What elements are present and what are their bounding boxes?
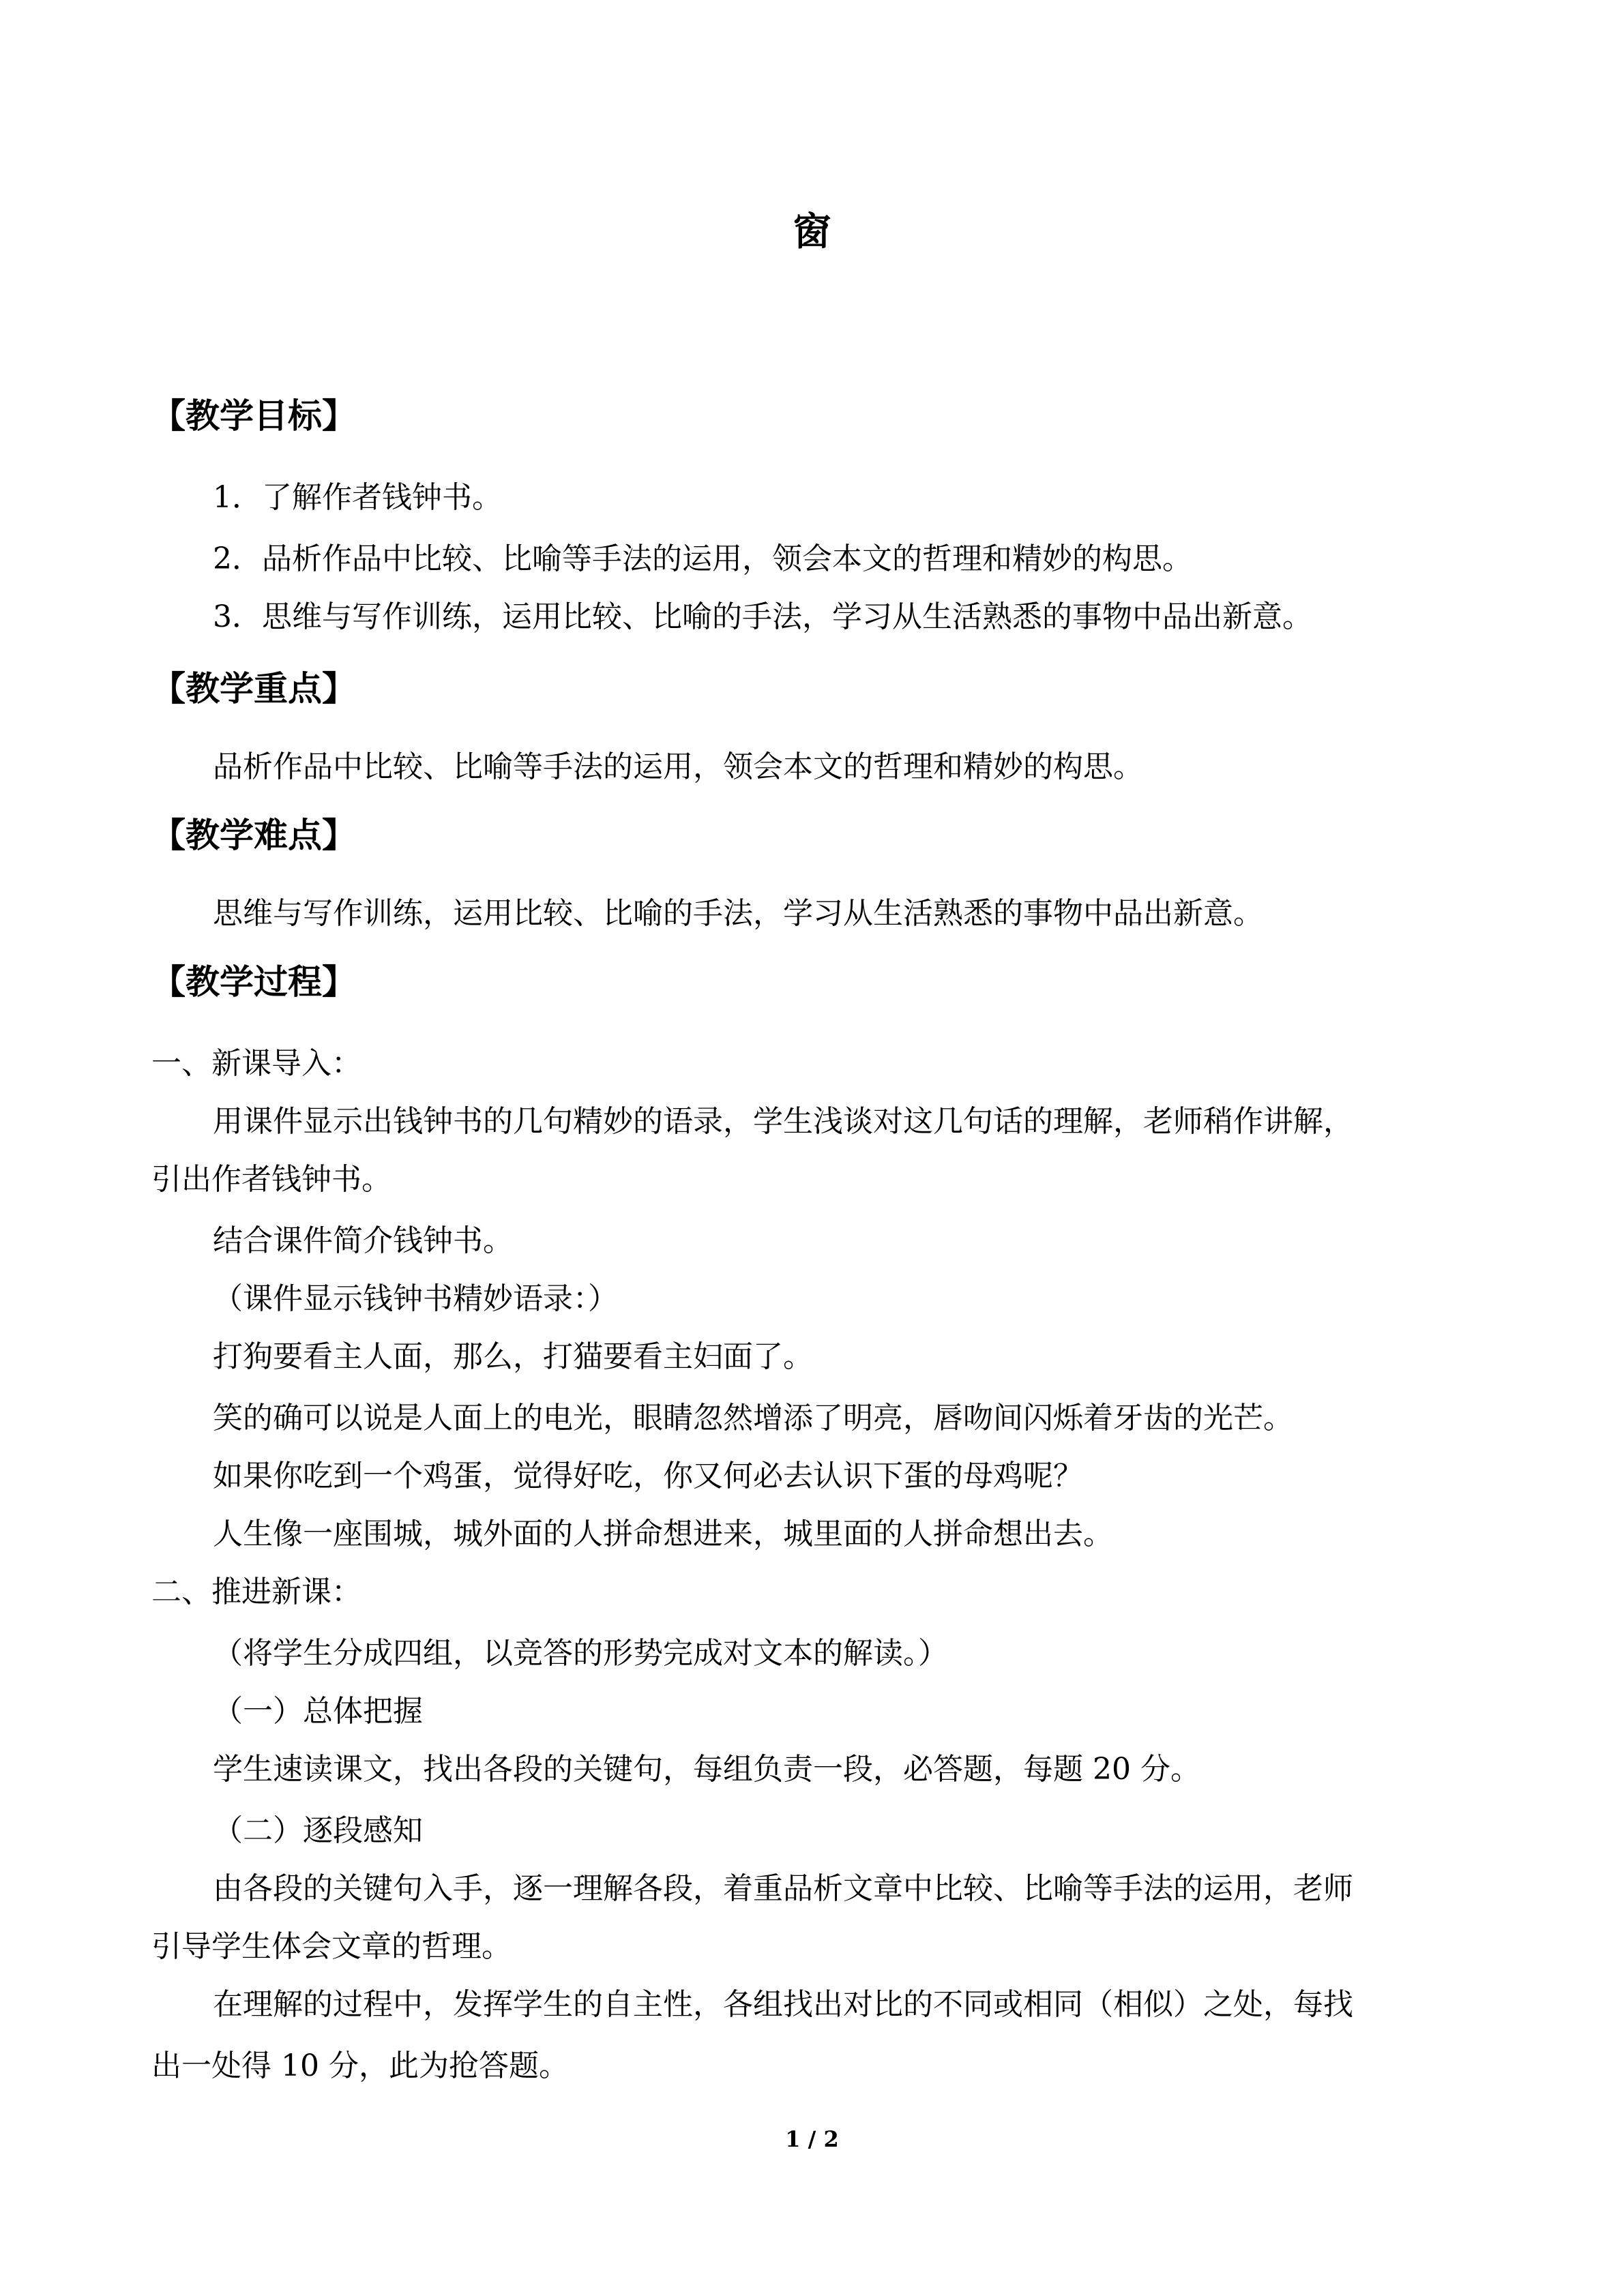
quote-2: 笑的确可以说是人面上的电光，眼睛忽然增添了明亮，唇吻间闪烁着牙齿的光芒。: [213, 1401, 1293, 1435]
section-2-paragraph-3-line-1: 由各段的关键句入手，逐一理解各段，着重品析文章中比较、比喻等手法的运用，老师: [213, 1871, 1353, 1906]
section-2-subheading-1: （一）总体把握: [213, 1694, 423, 1729]
quote-3: 如果你吃到一个鸡蛋，觉得好吃，你又何必去认识下蛋的母鸡呢？: [213, 1459, 1083, 1493]
goal-item-1: 1．了解作者钱钟书。: [213, 480, 502, 515]
heading-teaching-process: 【教学过程】: [151, 961, 356, 1002]
section-1-title: 一、新课导入：: [151, 1046, 361, 1081]
difficulties-text: 思维与写作训练，运用比较、比喻的手法，学习从生活熟悉的事物中品出新意。: [213, 896, 1263, 931]
goal-item-3: 3．思维与写作训练，运用比较、比喻的手法，学习从生活熟悉的事物中品出新意。: [213, 599, 1312, 634]
section-2-subheading-2: （二）逐段感知: [213, 1813, 423, 1848]
heading-difficulties: 【教学难点】: [151, 815, 356, 855]
section-1-paragraph-1-line-1: 用课件显示出钱钟书的几句精妙的语录，学生浅谈对这几句话的理解，老师稍作讲解，: [213, 1104, 1353, 1139]
key-points-text: 品析作品中比较、比喻等手法的运用，领会本文的哲理和精妙的构思。: [213, 749, 1143, 784]
section-1-paragraph-2: 结合课件简介钱钟书。: [213, 1223, 513, 1258]
quote-1: 打狗要看主人面，那么，打猫要看主妇面了。: [213, 1339, 813, 1374]
quote-4: 人生像一座围城，城外面的人拼命想进来，城里面的人拼命想出去。: [213, 1517, 1113, 1551]
section-2-title: 二、推进新课：: [151, 1575, 361, 1609]
heading-key-points: 【教学重点】: [151, 668, 356, 709]
section-2-paragraph-4-line-1: 在理解的过程中，发挥学生的自主性，各组找出对比的不同或相同（相似）之处，每找: [213, 1987, 1353, 2022]
heading-teaching-goals: 【教学目标】: [151, 396, 356, 436]
page-number: 1 / 2: [785, 2126, 839, 2152]
goal-item-2: 2．品析作品中比较、比喻等手法的运用，领会本文的哲理和精妙的构思。: [213, 541, 1192, 576]
section-2-paragraph-2: 学生速读课文，找出各段的关键句，每组负责一段，必答题，每题 20 分。: [213, 1752, 1200, 1787]
section-2-paragraph-1: （将学生分成四组，以竞答的形势完成对文本的解读。）: [213, 1636, 948, 1671]
section-1-paragraph-1-line-2: 引出作者钱钟书。: [151, 1162, 392, 1197]
page-title: 窗: [793, 209, 831, 254]
section-1-paragraph-3: （课件显示钱钟书精妙语录：）: [213, 1281, 618, 1316]
section-2-paragraph-3-line-2: 引导学生体会文章的哲理。: [151, 1929, 512, 1964]
section-2-paragraph-4-line-2: 出一处得 10 分，此为抢答题。: [151, 2048, 569, 2083]
